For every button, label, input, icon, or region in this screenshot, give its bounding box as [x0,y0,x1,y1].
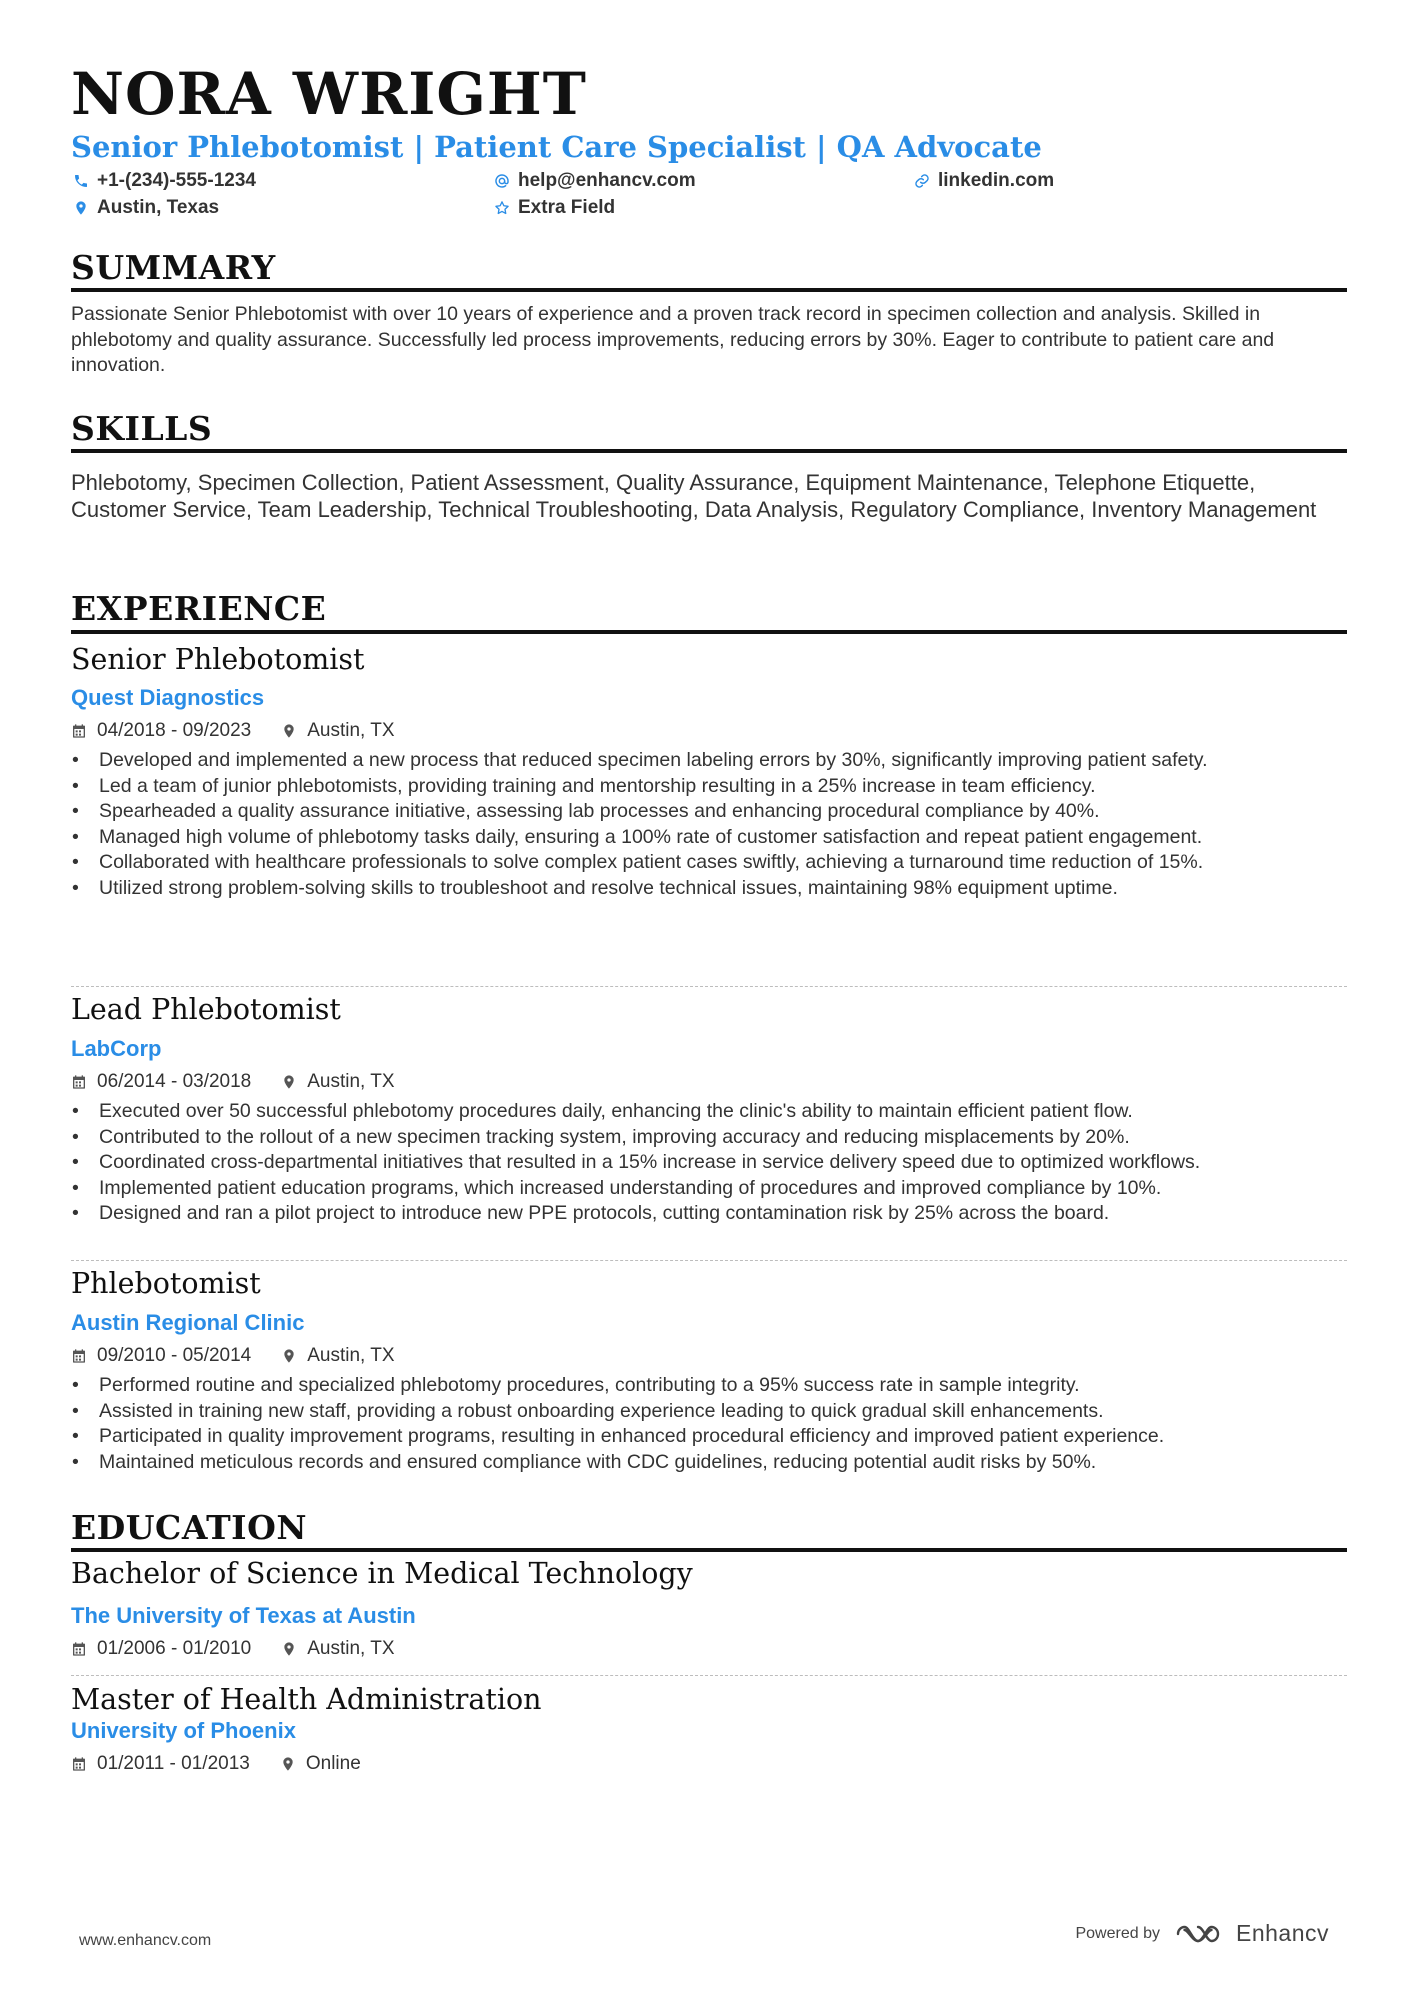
job-meta [71,1071,395,1093]
job-dates: 06/2014 - 03/2018 [97,1071,252,1092]
list-item: • Contributed to the rollout of a new specimen tracking system, improving accuracy and reducing misplacements by 20%. [99,1125,1347,1151]
contact-email[interactable] [494,170,696,192]
list-item: • Developed and implemented a new process that reduced specimen labeling errors by 30%, significantly improving patient safety. [99,748,1347,774]
location-pin-icon [281,1641,297,1657]
job-title: Senior Phlebotomist [71,643,365,676]
summary-divider [71,288,1347,292]
job-location [281,1071,394,1093]
location-pin-icon [73,200,89,216]
education-separator [71,1675,1347,1676]
location-pin-icon [281,723,297,739]
education-divider [71,1548,1347,1552]
at-sign-icon [494,173,510,189]
school-name: The University of Texas at Austin [71,1603,416,1628]
job-location [281,1345,394,1367]
education-dates: 01/2006 - 01/2010 [97,1638,252,1659]
calendar-icon [71,1756,87,1772]
calendar-icon [71,1641,87,1657]
education-meta [71,1638,395,1660]
job-location [281,720,394,742]
list-item: • Led a team of junior phlebotomists, providing training and mentorship resulting in a 25% increase in team efficiency. [99,774,1347,800]
extra-text: Extra Field [518,197,616,218]
list-item: • Designed and ran a pilot project to introduce new PPE protocols, cutting contamination risk by 25% across the board. [99,1201,1347,1227]
job-bullets [99,1373,1347,1475]
list-item: • Utilized strong problem-solving skills to troubleshoot and resolve technical issues, maintaining 98% equipment uptime. [99,876,1347,902]
list-item: • Managed high volume of phlebotomy tasks daily, ensuring a 100% rate of customer satisfaction and repeat patient engagement. [99,825,1347,851]
list-item: • Collaborated with healthcare professionals to solve complex patient cases swiftly, achieving a turnaround time reduction of 15%. [99,850,1347,876]
job-bullets [99,748,1347,901]
contact-website[interactable] [914,170,1054,192]
job-separator [71,1260,1347,1261]
job-title: Lead Phlebotomist [71,993,341,1026]
job-dates: 09/2010 - 05/2014 [97,1345,252,1366]
summary-heading: SUMMARY [71,248,276,287]
contact-phone [73,170,256,192]
education-dates: 01/2011 - 01/2013 [97,1753,250,1774]
link-icon [914,173,930,189]
calendar-icon [71,723,87,739]
location-text: Austin, Texas [97,197,220,218]
education-location [281,1638,394,1660]
star-icon [494,200,510,216]
education-location-text: Austin, TX [307,1638,395,1659]
candidate-name: NORA WRIGHT [71,60,587,128]
calendar-icon [71,1074,87,1090]
contact-location [73,197,219,219]
education-heading: EDUCATION [71,1508,308,1547]
school-name: University of Phoenix [71,1718,296,1743]
skills-text: Phlebotomy, Specimen Collection, Patient Assessment, Quality Assurance, Equipment Maintenance, Telephone Etiquette, Customer Service, Team Leadership, Technical Troubleshooting, Data Analysis, Regulatory Compliance, Inventory Management [71,470,1317,522]
experience-heading: EXPERIENCE [71,589,327,628]
summary-text: Passionate Senior Phlebotomist with over 10 years of experience and a proven track record in specimen collection and analysis. Skilled in phlebotomy and quality assurance. Successfully led process improvements, reducing errors by 30%. Eager to contribute to patient care and innovation. [71,303,1275,376]
list-item: • Participated in quality improvement programs, resulting in enhanced procedural efficiency and improved patient experience. [99,1424,1347,1450]
job-title: Phlebotomist [71,1267,261,1300]
company-name: LabCorp [71,1036,162,1061]
job-bullets [99,1099,1347,1227]
list-item: • Coordinated cross-departmental initiatives that resulted in a 15% increase in service delivery speed due to optimized workflows. [99,1150,1347,1176]
list-item: • Maintained meticulous records and ensured compliance with CDC guidelines, reducing potential audit risks by 50%. [99,1450,1347,1476]
skills-heading: SKILLS [71,409,213,448]
list-item: • Implemented patient education programs, which increased understanding of procedures and improved compliance by 10%. [99,1176,1347,1202]
job-meta [71,720,395,742]
degree-title: Bachelor of Science in Medical Technology [71,1557,693,1590]
phone-text: +1-(234)-555-1234 [97,170,256,191]
powered-by-label: Powered by [1075,1924,1160,1942]
degree-title: Master of Health Administration [71,1683,542,1716]
job-location-text: Austin, TX [307,1071,395,1092]
candidate-headline: Senior Phlebotomist | Patient Care Specialist | QA Advocate [71,130,1042,164]
education-location-text: Online [305,1753,361,1774]
footer-branding [1075,1920,1329,1947]
enhancv-logo-icon [1174,1921,1222,1947]
location-pin-icon [281,1074,297,1090]
job-separator [71,986,1347,987]
website-text: linkedin.com [938,170,1055,191]
job-location-text: Austin, TX [307,1345,395,1366]
job-location-text: Austin, TX [307,720,395,741]
footer-website[interactable]: www.enhancv.com [79,1932,212,1949]
education-meta [71,1753,361,1775]
email-text: help@enhancv.com [518,170,696,191]
list-item: • Spearheaded a quality assurance initiative, assessing lab processes and enhancing procedural compliance by 40%. [99,799,1347,825]
phone-icon [73,173,89,189]
list-item: • Assisted in training new staff, providing a robust onboarding experience leading to quick gradual skill enhancements. [99,1399,1347,1425]
company-name: Austin Regional Clinic [71,1310,305,1335]
brand-name: Enhancv [1235,1920,1329,1946]
calendar-icon [71,1348,87,1364]
location-pin-icon [280,1756,296,1772]
job-meta [71,1345,395,1367]
list-item: • Performed routine and specialized phlebotomy procedures, contributing to a 95% success rate in sample integrity. [99,1373,1347,1399]
experience-divider [71,630,1347,634]
location-pin-icon [281,1348,297,1364]
skills-divider [71,449,1347,453]
list-item: • Executed over 50 successful phlebotomy procedures daily, enhancing the clinic's ability to maintain efficient patient flow. [99,1099,1347,1125]
job-dates: 04/2018 - 09/2023 [97,720,252,741]
contact-extra [494,197,615,219]
education-location [280,1753,361,1775]
company-name: Quest Diagnostics [71,685,265,710]
